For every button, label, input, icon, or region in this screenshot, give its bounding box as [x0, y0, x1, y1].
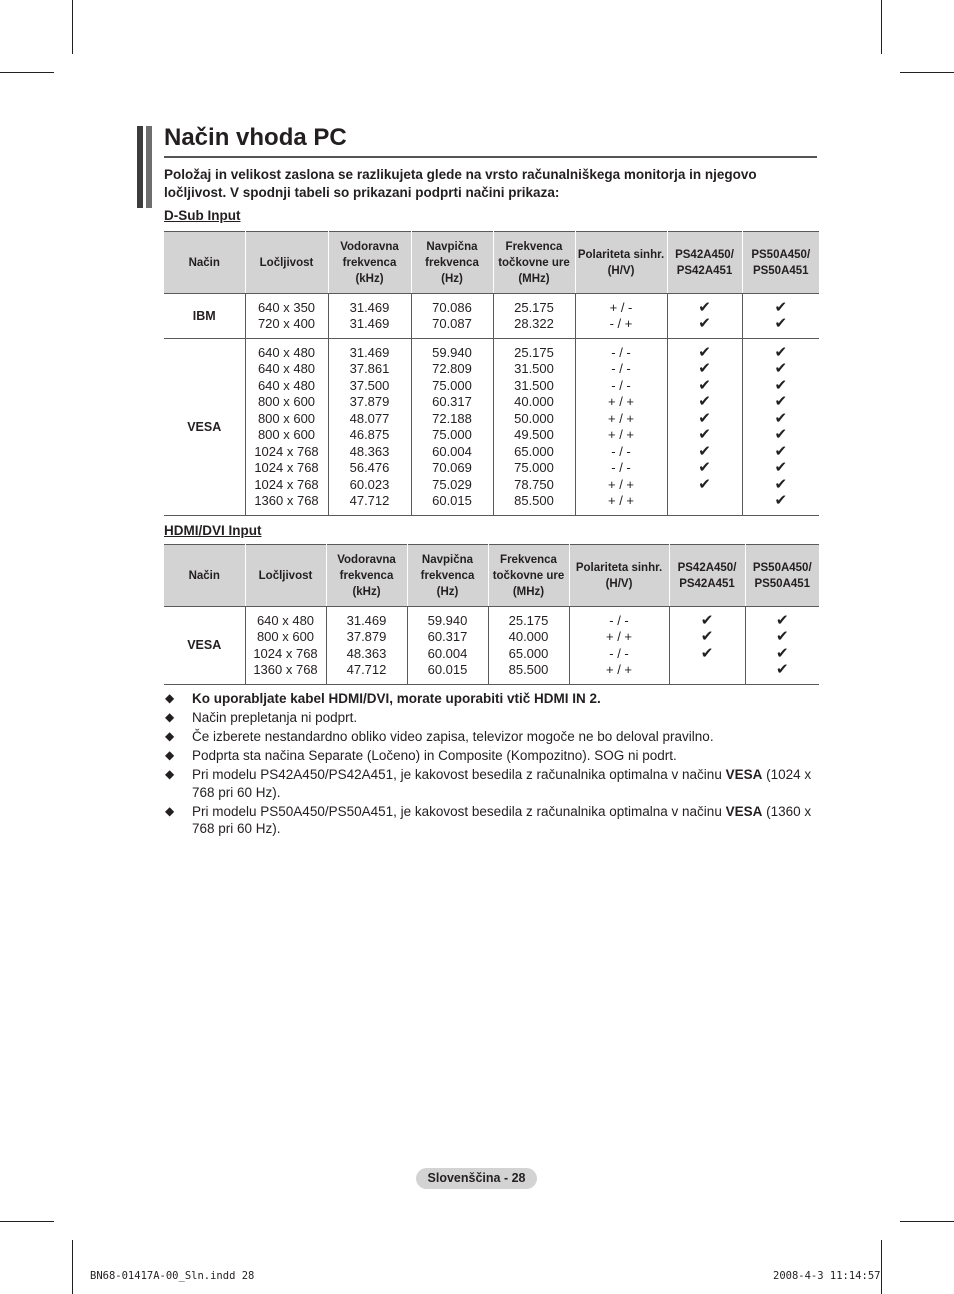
- clock-cell: [488, 607, 569, 685]
- cell-line: 60.015: [432, 493, 472, 508]
- cell-line: - / -: [611, 377, 631, 393]
- column-header: Način: [164, 232, 245, 294]
- check-icon: ✔: [698, 298, 711, 316]
- crop-mark: [881, 1240, 882, 1294]
- ps42-support-cell: [667, 339, 742, 516]
- note-text: Način prepletanja ni podprt.: [192, 710, 358, 725]
- note-text: Podprta sta načina Separate (Ločeno) in Composite (Kompozitno). SOG ni podrt.: [192, 748, 677, 763]
- cell-line: 56.476: [349, 460, 390, 475]
- cell-line: 65.000: [514, 443, 554, 459]
- ps50-support-cell: [742, 294, 819, 339]
- check-icon: ✔: [775, 628, 789, 645]
- table-row: [164, 294, 819, 339]
- note-item: [164, 728, 824, 746]
- cell-line: 60.317: [432, 394, 472, 409]
- note-item: [164, 709, 824, 727]
- cell-line: + / +: [607, 394, 635, 409]
- cell-line: 60.004: [432, 443, 472, 459]
- cell-line: 75.000: [432, 427, 472, 442]
- column-header: Vodoravna frekvenca (kHz): [326, 545, 407, 607]
- check-icon: ✔: [774, 376, 788, 394]
- check-icon: ✔: [774, 492, 788, 509]
- print-slug-file: BN68-01417A-00_Sln.indd 28: [90, 1270, 255, 1282]
- print-slug-date: 2008-4-3 11:14:57: [773, 1270, 881, 1282]
- check-icon: ✔: [698, 315, 711, 332]
- check-icon: ✔: [775, 611, 789, 629]
- cell-line: - / -: [611, 443, 631, 459]
- cell-line: 72.188: [432, 410, 472, 426]
- check-icon: [672, 662, 743, 679]
- cell-line: 48.363: [346, 645, 387, 661]
- crop-mark: [0, 72, 54, 73]
- cell-line: 640 x 480: [256, 612, 315, 628]
- mode-cell: IBM: [164, 294, 245, 339]
- column-header: Frekvenca točkovne ure (MHz): [493, 232, 575, 294]
- note-text: Ko uporabljate kabel HDMI/DVI, morate uporabiti vtič HDMI IN 2.: [192, 691, 601, 706]
- column-header: PS50A450/ PS50A451: [745, 545, 819, 607]
- cell-line: 85.500: [508, 662, 549, 677]
- polarity-cell: [569, 607, 669, 685]
- cell-line: 640 x 480: [257, 344, 316, 360]
- column-header: PS42A450/ PS42A451: [669, 545, 745, 607]
- crop-mark: [0, 1221, 54, 1222]
- cell-line: 75.000: [514, 460, 554, 475]
- cell-line: 78.750: [514, 476, 554, 492]
- check-icon: ✔: [698, 409, 711, 427]
- ps50-support-cell: [745, 607, 819, 685]
- cell-line: 85.500: [514, 493, 554, 508]
- check-icon: ✔: [698, 376, 711, 394]
- cell-line: 1024 x 768: [253, 645, 318, 661]
- cell-line: + / +: [605, 629, 633, 644]
- column-header: Navpična frekvenca (Hz): [411, 232, 493, 294]
- title-accent-bar: [146, 126, 152, 208]
- notes-list: [164, 690, 824, 839]
- check-icon: ✔: [698, 475, 711, 493]
- ps50-support-cell: [742, 339, 819, 516]
- hdmi-table: [164, 544, 819, 685]
- dsub-table: [164, 231, 819, 516]
- cell-line: 31.469: [349, 344, 390, 360]
- cell-line: 47.712: [349, 493, 390, 508]
- check-icon: ✔: [698, 442, 711, 460]
- check-icon: ✔: [774, 298, 788, 316]
- note-emphasis: VESA: [725, 803, 763, 819]
- check-icon: ✔: [774, 343, 788, 361]
- check-icon: ✔: [774, 393, 788, 410]
- cell-line: 1360 x 768: [254, 493, 319, 508]
- cell-line: 49.500: [514, 427, 554, 442]
- cell-line: 37.879: [346, 629, 387, 644]
- vfreq-cell: [407, 607, 488, 685]
- column-header: Ločljivost: [245, 232, 328, 294]
- diamond-bullet-icon: ◆: [165, 710, 175, 724]
- check-icon: ✔: [774, 360, 788, 377]
- clock-cell: [493, 339, 575, 516]
- cell-line: 60.015: [427, 662, 468, 677]
- table-row: [164, 607, 819, 685]
- diamond-bullet-icon: ◆: [165, 691, 175, 705]
- cell-line: 31.500: [514, 377, 554, 393]
- check-icon: ✔: [698, 360, 711, 377]
- diamond-bullet-icon: ◆: [165, 767, 175, 781]
- cell-line: 60.004: [427, 645, 468, 661]
- cell-line: 1360 x 768: [253, 662, 318, 677]
- cell-line: 640 x 480: [257, 377, 316, 393]
- title-accent-bar: [137, 126, 143, 208]
- cell-line: + / -: [609, 299, 633, 315]
- crop-mark: [72, 1240, 73, 1294]
- check-icon: ✔: [774, 442, 788, 460]
- note-item: [164, 747, 824, 765]
- cell-line: 60.023: [349, 476, 390, 492]
- cell-line: - / -: [609, 612, 629, 628]
- cell-line: 640 x 350: [257, 299, 316, 315]
- cell-line: 25.175: [514, 299, 554, 315]
- cell-line: - / -: [611, 344, 631, 360]
- hfreq-cell: [328, 294, 411, 339]
- cell-line: 25.175: [514, 344, 554, 360]
- cell-line: 31.469: [346, 612, 387, 628]
- check-icon: ✔: [698, 459, 711, 476]
- column-header: Polariteta sinhr. (H/V): [575, 232, 667, 294]
- column-header: PS42A450/ PS42A451: [667, 232, 742, 294]
- cell-line: 37.500: [349, 377, 390, 393]
- note-item: [164, 766, 824, 801]
- polarity-cell: [575, 339, 667, 516]
- cell-line: - / -: [611, 361, 631, 376]
- diamond-bullet-icon: ◆: [165, 729, 175, 743]
- crop-mark: [900, 1221, 954, 1222]
- check-icon: ✔: [700, 628, 714, 645]
- note-text: Pri modelu PS42A450/PS42A451, je kakovost besedila z računalnika optimalna v načinu VESA (1024 x 768 pri 60 Hz).: [192, 767, 812, 800]
- cell-line: 75.029: [432, 476, 472, 492]
- ps42-support-cell: [667, 294, 742, 339]
- note-item: [164, 690, 824, 708]
- check-icon: ✔: [775, 644, 789, 662]
- cell-line: 800 x 600: [257, 427, 316, 442]
- diamond-bullet-icon: ◆: [165, 748, 175, 762]
- cell-line: 37.861: [349, 361, 390, 376]
- cell-line: 47.712: [346, 662, 387, 677]
- crop-mark: [881, 0, 882, 54]
- cell-line: 59.940: [432, 344, 472, 360]
- check-icon: ✔: [774, 315, 788, 332]
- check-icon: ✔: [774, 459, 788, 476]
- cell-line: 800 x 600: [257, 394, 316, 409]
- note-item: [164, 803, 824, 838]
- cell-line: - / -: [611, 460, 631, 475]
- column-header: Vodoravna frekvenca (kHz): [328, 232, 411, 294]
- dsub-section-label: D-Sub Input: [164, 208, 241, 223]
- cell-line: 60.317: [427, 629, 468, 644]
- column-header: Frekvenca točkovne ure (MHz): [488, 545, 569, 607]
- cell-line: 720 x 400: [257, 316, 316, 331]
- mode-cell: VESA: [164, 607, 245, 685]
- cell-line: - / -: [609, 645, 629, 661]
- vfreq-cell: [411, 339, 493, 516]
- check-icon: ✔: [774, 426, 788, 443]
- cell-line: 75.000: [432, 377, 472, 393]
- cell-line: 70.069: [432, 460, 472, 475]
- cell-line: 800 x 600: [256, 629, 315, 644]
- note-emphasis: VESA: [725, 767, 763, 782]
- cell-line: 59.940: [427, 612, 468, 628]
- mode-cell: VESA: [164, 339, 245, 516]
- vfreq-cell: [411, 294, 493, 339]
- cell-line: 640 x 480: [257, 361, 316, 376]
- cell-line: 31.469: [349, 316, 390, 331]
- resolution-cell: [245, 294, 328, 339]
- column-header: Polariteta sinhr. (H/V): [569, 545, 669, 607]
- cell-line: 50.000: [514, 410, 554, 426]
- clock-cell: [493, 294, 575, 339]
- cell-line: 40.000: [514, 394, 554, 409]
- crop-mark: [900, 72, 954, 73]
- cell-line: + / +: [607, 410, 635, 426]
- intro-paragraph: Položaj in velikost zaslona se razlikujeta glede na vrsto računalniškega monitorja in njegovo ločljivost. V spodnji tabeli so prikazani podprti načini prikaza:: [164, 167, 757, 200]
- hfreq-cell: [328, 339, 411, 516]
- page-number-badge: Slovenščina - 28: [416, 1168, 537, 1189]
- resolution-cell: [245, 339, 328, 516]
- hfreq-cell: [326, 607, 407, 685]
- cell-line: + / +: [607, 427, 635, 442]
- column-header: Ločljivost: [245, 545, 326, 607]
- note-text: Pri modelu PS50A450/PS50A451, je kakovost besedila z računalnika optimalna v načinu VESA (1360 x 768 pri 60 Hz).: [192, 803, 812, 836]
- cell-line: 65.000: [508, 645, 549, 661]
- diamond-bullet-icon: ◆: [165, 803, 175, 818]
- table-row: [164, 339, 819, 516]
- title-rule: [164, 156, 817, 158]
- check-icon: [670, 493, 740, 510]
- cell-line: 48.077: [349, 410, 390, 426]
- check-icon: ✔: [775, 661, 789, 678]
- check-icon: ✔: [700, 644, 714, 662]
- cell-line: 37.879: [349, 394, 390, 409]
- resolution-cell: [245, 607, 326, 685]
- cell-line: 31.469: [349, 299, 390, 315]
- check-icon: ✔: [700, 611, 714, 629]
- cell-line: 40.000: [508, 629, 549, 644]
- column-header: PS50A450/ PS50A451: [742, 232, 819, 294]
- hdmi-section-label: HDMI/DVI Input: [164, 523, 262, 538]
- check-icon: ✔: [698, 393, 711, 410]
- cell-line: + / +: [607, 493, 635, 508]
- cell-line: 25.175: [508, 612, 549, 628]
- page-title: Način vhoda PC: [164, 124, 347, 151]
- check-icon: ✔: [698, 426, 711, 443]
- note-text: Če izberete nestandardno obliko video zapisa, televizor mogoče ne bo deloval pravilno.: [192, 729, 714, 744]
- check-icon: ✔: [774, 409, 788, 427]
- column-header: Način: [164, 545, 245, 607]
- cell-line: 31.500: [514, 361, 554, 376]
- cell-line: 70.086: [432, 299, 472, 315]
- cell-line: 28.322: [514, 316, 554, 331]
- cell-line: 46.875: [349, 427, 390, 442]
- cell-line: 1024 x 768: [254, 476, 319, 492]
- polarity-cell: [575, 294, 667, 339]
- cell-line: 48.363: [349, 443, 390, 459]
- cell-line: 72.809: [432, 361, 472, 376]
- cell-line: 800 x 600: [257, 410, 316, 426]
- cell-line: + / +: [607, 476, 635, 492]
- column-header: Navpična frekvenca (Hz): [407, 545, 488, 607]
- cell-line: 1024 x 768: [254, 460, 319, 475]
- cell-line: 70.087: [432, 316, 472, 331]
- cell-line: 1024 x 768: [254, 443, 319, 459]
- ps42-support-cell: [669, 607, 745, 685]
- check-icon: ✔: [774, 475, 788, 493]
- cell-line: - / +: [609, 316, 633, 331]
- cell-line: + / +: [605, 662, 633, 677]
- crop-mark: [72, 0, 73, 54]
- check-icon: ✔: [698, 343, 711, 361]
